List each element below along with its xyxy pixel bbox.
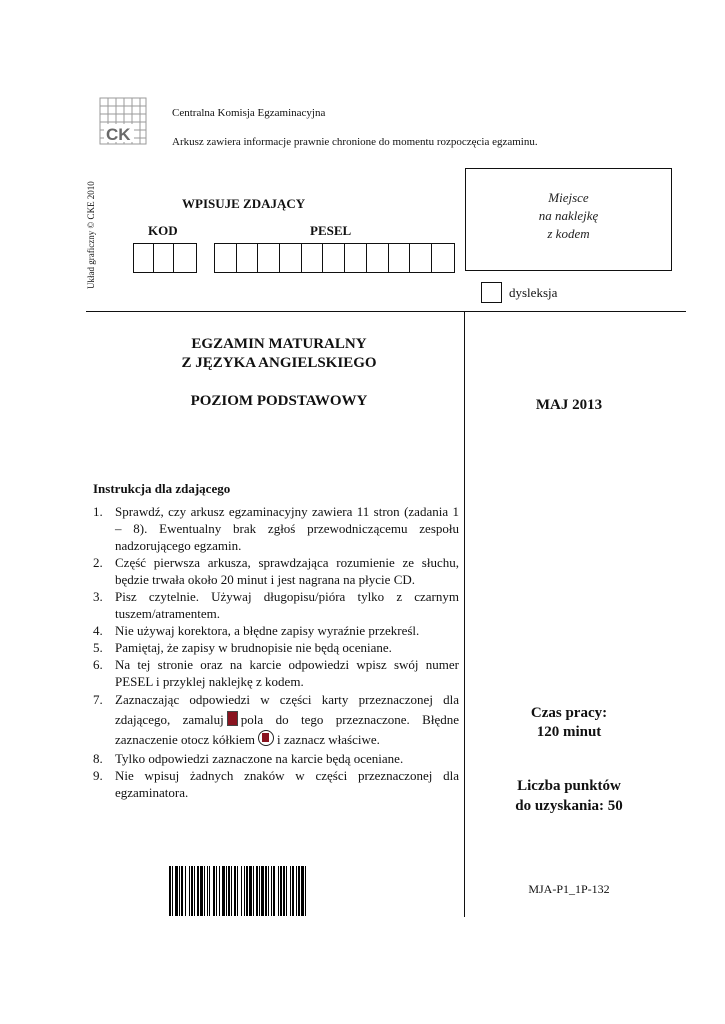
barcode-bar [280, 866, 282, 916]
barcode-bar [222, 866, 225, 916]
barcode-bar [246, 866, 248, 916]
barcode-bar [216, 866, 217, 916]
instruction-number: 9. [93, 768, 103, 783]
pesel-digit-box[interactable] [389, 244, 411, 272]
kod-digit-box[interactable] [154, 244, 174, 272]
exam-title-line2: Z JĘZYKA ANGIELSKIEGO [181, 355, 377, 371]
instruction-number: 8. [93, 751, 103, 766]
barcode-bar [241, 866, 242, 916]
sticker-text [466, 189, 671, 243]
instruction-text: Pisz czytelnie. Używaj długopisu/pióra tylko z czarnym tuszem/atramentem. [115, 589, 459, 621]
barcode-bar [228, 866, 230, 916]
barcode-bar [261, 866, 264, 916]
barcode-bar [197, 866, 199, 916]
exam-level: POZIOM PODSTAWOWY [190, 393, 368, 409]
instruction-item [93, 767, 459, 801]
barcode-bar [231, 866, 232, 916]
barcode-bar [286, 866, 287, 916]
pesel-digit-box[interactable] [323, 244, 345, 272]
copyright-vertical: Układ graficzny © CKE 2010 [86, 181, 96, 289]
barcode-bar [273, 866, 275, 916]
pesel-digit-box[interactable] [258, 244, 280, 272]
barcode-bar [283, 866, 285, 916]
barcode-bar [207, 866, 208, 916]
instruction-number: 7. [93, 692, 103, 707]
barcode-bar [268, 866, 269, 916]
instructions-heading: Instrukcja dla zdającego [93, 481, 231, 496]
logo-text: CK [106, 125, 131, 144]
barcode-bar [209, 866, 210, 916]
kod-digit-box[interactable] [134, 244, 154, 272]
pesel-digit-box[interactable] [432, 244, 454, 272]
barcode-bar [249, 866, 252, 916]
instruction-text-part: i zaznacz właściwe. [277, 732, 380, 747]
candidate-heading: WPISUJE ZDAJĄCY [182, 196, 306, 211]
barcode-bar [237, 866, 238, 916]
instruction-text-part: Zaznaczając odpowiedzi w części karty przeznaczonej dla zdającego, zamaluj [115, 692, 459, 727]
instruction-item [93, 554, 459, 588]
barcode-bar [189, 866, 190, 916]
instruction-item [93, 656, 459, 690]
pesel-digit-box[interactable] [367, 244, 389, 272]
instruction-item [93, 750, 459, 767]
instruction-number: 1. [93, 504, 103, 519]
instruction-text: Pamiętaj, że zapisy w brudnopisie nie będą oceniane. [115, 640, 392, 655]
barcode-bar [213, 866, 215, 916]
instruction-number: 3. [93, 589, 103, 604]
instruction-text: Sprawdź, czy arkusz egzaminacyjny zawiera 11 stron (zadania 1 – 8). Ewentualny brak zgłoś przewodniczącemu zespołu nadzorującego egzamin. [115, 504, 459, 553]
barcode-bar [175, 866, 178, 916]
exam-title-line1: EGZAMIN MATURALNY [191, 336, 367, 352]
instruction-text: Tylko odpowiedzi zaznaczone na karcie będą oceniane. [115, 751, 404, 766]
points-value: do uzyskania: 50 [515, 798, 623, 814]
pesel-digit-box[interactable] [215, 244, 237, 272]
dyslexia-label: dysleksja [509, 285, 558, 300]
pesel-digit-box[interactable] [302, 244, 324, 272]
instruction-text: Na tej stronie oraz na karcie odpowiedzi wpisz swój numer PESEL i przyklej naklejkę z kodem. [115, 657, 459, 689]
instruction-item [93, 622, 459, 639]
barcode [169, 866, 381, 916]
barcode-bar [292, 866, 294, 916]
instruction-number: 4. [93, 623, 103, 638]
horizontal-divider [86, 311, 686, 312]
barcode-bar [259, 866, 260, 916]
sticker-line: Miejsce [548, 190, 589, 205]
instruction-item [93, 639, 459, 656]
instruction-text: Część pierwsza arkusza, sprawdzająca rozumienie ze słuchu, będzie trwała około 20 minut i jest nagrana na płycie CD. [115, 555, 459, 587]
instructions-list [93, 503, 459, 801]
barcode-bar [298, 866, 300, 916]
kod-input-boxes[interactable] [133, 243, 197, 273]
instruction-number: 5. [93, 640, 103, 655]
pesel-label: PESEL [310, 223, 352, 238]
barcode-bar [179, 866, 180, 916]
barcode-bar [265, 866, 267, 916]
barcode-bar [226, 866, 227, 916]
time-label: Czas pracy: [530, 705, 608, 721]
instruction-text-part: pola do tego przeznaczone. Błędne zaznaczenie otocz kółkiem [115, 712, 459, 747]
barcode-bar [219, 866, 220, 916]
instruction-number: 6. [93, 657, 103, 672]
barcode-bar [278, 866, 279, 916]
pesel-digit-box[interactable] [345, 244, 367, 272]
barcode-bar [191, 866, 193, 916]
barcode-bar [271, 866, 272, 916]
instruction-text: Nie wpisuj żadnych znaków w części przeznaczonej dla egzaminatora. [115, 768, 459, 800]
instruction-item [93, 503, 459, 554]
barcode-bar [204, 866, 205, 916]
sticker-line: na naklejkę [538, 208, 599, 223]
cke-logo [98, 96, 150, 148]
barcode-bar [256, 866, 258, 916]
instruction-text [115, 690, 459, 750]
pesel-digit-box[interactable] [280, 244, 302, 272]
confidential-notice: Arkusz zawiera informacje prawnie chronione do momentu rozpoczęcia egzaminu. [172, 136, 538, 148]
barcode-bar [244, 866, 245, 916]
filled-square-icon [227, 711, 238, 726]
sticker-placeholder[interactable] [465, 168, 672, 271]
barcode-bar [169, 866, 171, 916]
pesel-digit-box[interactable] [237, 244, 259, 272]
circled-square-icon [258, 730, 274, 746]
barcode-bar [181, 866, 183, 916]
instruction-item [93, 588, 459, 622]
barcode-bar [185, 866, 186, 916]
dyslexia-checkbox[interactable] [481, 282, 502, 303]
kod-label: KOD [148, 223, 178, 238]
instruction-item [93, 690, 459, 750]
vertical-divider [464, 311, 465, 917]
points-label: Liczba punktów [517, 778, 621, 794]
barcode-bar [200, 866, 203, 916]
exam-date: MAJ 2013 [535, 397, 603, 413]
kod-digit-box[interactable] [174, 244, 194, 272]
barcode-bar [234, 866, 236, 916]
sheet-code: MJA-P1_1P-132 [528, 882, 610, 896]
barcode-bar [305, 866, 306, 916]
sticker-line: z kodem [547, 226, 590, 241]
barcode-bar [172, 866, 173, 916]
barcode-bar [290, 866, 291, 916]
instruction-text: Nie używaj korektora, a błędne zapisy wyraźnie przekreśl. [115, 623, 420, 638]
barcode-bar [301, 866, 304, 916]
barcode-bar [296, 866, 297, 916]
instruction-number: 2. [93, 555, 103, 570]
commission-name: Centralna Komisja Egzaminacyjna [172, 107, 326, 119]
barcode-bar [194, 866, 195, 916]
pesel-input-boxes[interactable] [214, 243, 455, 273]
pesel-digit-box[interactable] [410, 244, 432, 272]
time-value: 120 minut [536, 724, 602, 740]
barcode-bar [253, 866, 254, 916]
